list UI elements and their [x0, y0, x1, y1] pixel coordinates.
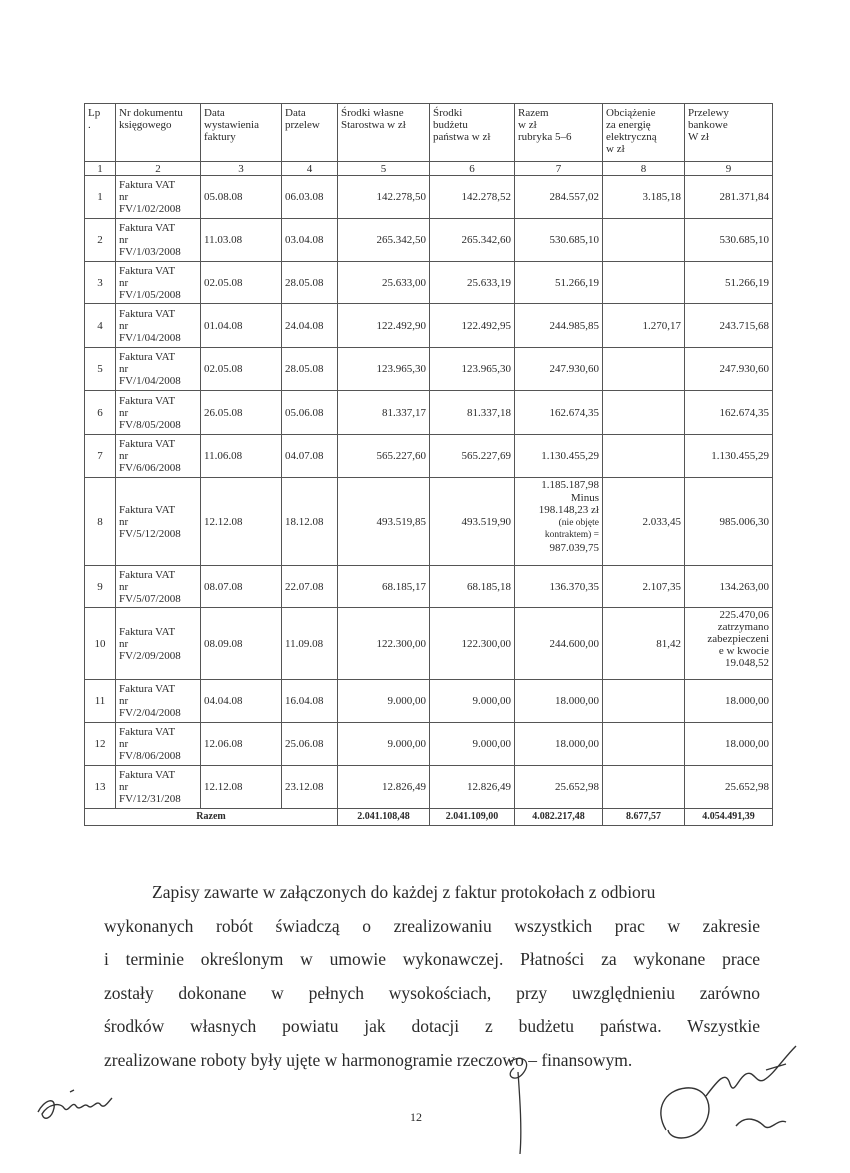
cell-state-funds: 81.337,18	[430, 391, 515, 435]
cell-lp: 11	[85, 680, 116, 723]
cell-transfer-date: 22.07.08	[282, 566, 338, 608]
cell-doc: Faktura VAT nr FV/2/09/2008	[116, 608, 201, 680]
col-number: 5	[338, 162, 430, 176]
cell-invoice-date: 05.08.08	[201, 176, 282, 219]
cell-lp: 9	[85, 566, 116, 608]
col-number: 7	[515, 162, 603, 176]
cell-transfers: 281.371,84	[685, 176, 773, 219]
cell-lp: 3	[85, 262, 116, 304]
cell-lp: 7	[85, 435, 116, 478]
cell-transfer-date: 16.04.08	[282, 680, 338, 723]
cell-doc: Faktura VAT nr FV/1/04/2008	[116, 304, 201, 348]
cell-own-funds: 123.965,30	[338, 348, 430, 391]
table-row	[85, 435, 773, 478]
cell-total: 247.930,60	[515, 348, 603, 391]
cell-energy: 3.185,18	[603, 176, 685, 219]
table-row	[85, 566, 773, 608]
cell-transfers: 162.674,35	[685, 391, 773, 435]
col-header-invoice-date: Data wystawienia faktury	[201, 104, 282, 162]
totals-row	[85, 809, 773, 826]
cell-energy	[603, 219, 685, 262]
cell-state-funds: 9.000,00	[430, 723, 515, 766]
cell-total: 136.370,35	[515, 566, 603, 608]
col-header-total: Razem w zł rubryka 5–6	[515, 104, 603, 162]
table-row	[85, 723, 773, 766]
cell-state-funds: 142.278,52	[430, 176, 515, 219]
cell-energy	[603, 723, 685, 766]
cell-energy: 1.270,17	[603, 304, 685, 348]
cell-state-funds: 265.342,60	[430, 219, 515, 262]
cell-transfers: 243.715,68	[685, 304, 773, 348]
paragraph-line: i terminie określonym w umowie wykonawczej. Płatności za wykonane prace	[104, 949, 760, 969]
cell-total: 51.266,19	[515, 262, 603, 304]
cell-invoice-date: 12.12.08	[201, 766, 282, 809]
cell-lp: 12	[85, 723, 116, 766]
total-note-line1: 1.185.187,98 Minus 198.148,23 zł	[538, 479, 599, 516]
cell-energy	[603, 391, 685, 435]
cell-doc: Faktura VAT nr FV/1/03/2008	[116, 219, 201, 262]
cell-invoice-date: 04.04.08	[201, 680, 282, 723]
col-header-doc: Nr dokumentu księgowego	[116, 104, 201, 162]
cell-lp: 2	[85, 219, 116, 262]
cell-lp: 6	[85, 391, 116, 435]
total-state-funds: 2.041.109,00	[430, 809, 515, 826]
table-body-a	[85, 176, 773, 478]
cell-transfers: 985.006,30	[685, 478, 773, 566]
col-header-state-funds: Środki budżetu państwa w zł	[430, 104, 515, 162]
cell-transfers: 25.652,98	[685, 766, 773, 809]
table-row	[85, 608, 773, 680]
cell-energy	[603, 262, 685, 304]
cell-transfers: 247.930,60	[685, 348, 773, 391]
cell-transfer-date: 11.09.08	[282, 608, 338, 680]
cell-state-funds: 493.519,90	[430, 478, 515, 566]
cell-total: 244.985,85	[515, 304, 603, 348]
cell-energy: 2.033,45	[603, 478, 685, 566]
col-number: 9	[685, 162, 773, 176]
cell-doc: Faktura VAT nr FV/12/31/208	[116, 766, 201, 809]
cell-state-funds: 565.227,69	[430, 435, 515, 478]
table-row	[85, 391, 773, 435]
paragraph-line: zrealizowane roboty były ujęte w harmonogramie rzeczowo – finansowym.	[104, 1049, 633, 1070]
cell-invoice-date: 08.07.08	[201, 566, 282, 608]
cell-state-funds: 123.965,30	[430, 348, 515, 391]
col-number: 3	[201, 162, 282, 176]
cell-doc: Faktura VAT nr FV/1/05/2008	[116, 262, 201, 304]
cell-energy	[603, 766, 685, 809]
cell-doc: Faktura VAT nr FV/1/02/2008	[116, 176, 201, 219]
cell-transfer-date: 06.03.08	[282, 176, 338, 219]
cell-own-funds: 9.000,00	[338, 723, 430, 766]
cell-total: 1.130.455,29	[515, 435, 603, 478]
cell-transfers: 530.685,10	[685, 219, 773, 262]
col-number: 6	[430, 162, 515, 176]
signature-right	[646, 1040, 836, 1155]
cell-own-funds: 122.492,90	[338, 304, 430, 348]
totals-label: Razem	[85, 809, 338, 826]
col-header-transfers: Przelewy bankowe W zł	[685, 104, 773, 162]
cell-doc: Faktura VAT nr FV/1/04/2008	[116, 348, 201, 391]
cell-lp: 10	[85, 608, 116, 680]
cell-transfers: 18.000,00	[685, 723, 773, 766]
cell-doc: Faktura VAT nr FV/8/05/2008	[116, 391, 201, 435]
col-number: 2	[116, 162, 201, 176]
total-note-line3: 987.039,75	[549, 541, 599, 554]
cell-invoice-date: 02.05.08	[201, 262, 282, 304]
cell-transfer-date: 28.05.08	[282, 262, 338, 304]
cell-doc: Faktura VAT nr FV/6/06/2008	[116, 435, 201, 478]
cell-invoice-date: 11.06.08	[201, 435, 282, 478]
table-row	[85, 304, 773, 348]
cell-state-funds: 68.185,18	[430, 566, 515, 608]
cell-own-funds: 265.342,50	[338, 219, 430, 262]
total-note-line2: (nie objęte kontraktem) =	[544, 517, 599, 540]
cell-state-funds: 122.300,00	[430, 608, 515, 680]
cell-lp: 4	[85, 304, 116, 348]
cell-total: 18.000,00	[515, 680, 603, 723]
cell-transfers: 51.266,19	[685, 262, 773, 304]
cell-transfer-date: 18.12.08	[282, 478, 338, 566]
total-sum: 4.082.217,48	[515, 809, 603, 826]
cell-own-funds: 122.300,00	[338, 608, 430, 680]
cell-doc: Faktura VAT nr FV/8/06/2008	[116, 723, 201, 766]
cell-total: 162.674,35	[515, 391, 603, 435]
table-row	[85, 766, 773, 809]
cell-transfer-date: 04.07.08	[282, 435, 338, 478]
table-row	[85, 262, 773, 304]
column-number-row	[85, 162, 773, 176]
cell-transfer-date: 03.04.08	[282, 219, 338, 262]
cell-invoice-date: 12.12.08	[201, 478, 282, 566]
cell-own-funds: 68.185,17	[338, 566, 430, 608]
cell-energy: 2.107,35	[603, 566, 685, 608]
cell-energy	[603, 435, 685, 478]
cell-lp: 5	[85, 348, 116, 391]
cell-doc: Faktura VAT nr FV/5/12/2008	[116, 478, 201, 566]
cell-lp: 13	[85, 766, 116, 809]
col-number: 1	[85, 162, 116, 176]
cell-transfers-note: 225.470,06 zatrzymano zabezpieczeni e w kwocie 19.048,52	[685, 608, 773, 680]
cell-transfers: 18.000,00	[685, 680, 773, 723]
col-header-lp: Lp .	[85, 104, 116, 162]
cell-total: 244.600,00	[515, 608, 603, 680]
cell-transfers: 1.130.455,29	[685, 435, 773, 478]
cell-transfer-date: 23.12.08	[282, 766, 338, 809]
paragraph-line: Zapisy zawarte w załączonych do każdej z faktur protokołach z odbioru	[152, 882, 656, 902]
cell-own-funds: 493.519,85	[338, 478, 430, 566]
cell-invoice-date: 02.05.08	[201, 348, 282, 391]
cell-invoice-date: 26.05.08	[201, 391, 282, 435]
cell-transfer-date: 24.04.08	[282, 304, 338, 348]
cell-total-note	[515, 478, 603, 566]
cell-own-funds: 142.278,50	[338, 176, 430, 219]
total-energy: 8.677,57	[603, 809, 685, 826]
cell-state-funds: 12.826,49	[430, 766, 515, 809]
cell-state-funds: 122.492,95	[430, 304, 515, 348]
table-row	[85, 680, 773, 723]
cell-lp: 1	[85, 176, 116, 219]
cell-own-funds: 25.633,00	[338, 262, 430, 304]
cell-transfer-date: 25.06.08	[282, 723, 338, 766]
cell-state-funds: 9.000,00	[430, 680, 515, 723]
cell-doc: Faktura VAT nr FV/5/07/2008	[116, 566, 201, 608]
cell-doc: Faktura VAT nr FV/2/04/2008	[116, 680, 201, 723]
cell-total: 530.685,10	[515, 219, 603, 262]
cell-transfers: 134.263,00	[685, 566, 773, 608]
cell-total: 284.557,02	[515, 176, 603, 219]
cell-invoice-date: 11.03.08	[201, 219, 282, 262]
table-row	[85, 176, 773, 219]
table-row	[85, 478, 773, 566]
page-number: 12	[410, 1110, 422, 1124]
cell-energy	[603, 680, 685, 723]
paragraph-line: wykonanych robót świadczą o zrealizowaniu wszystkich prac w zakresie	[104, 915, 760, 936]
cell-lp: 8	[85, 478, 116, 566]
cell-own-funds: 565.227,60	[338, 435, 430, 478]
col-header-own-funds: Środki własne Starostwa w zł	[338, 104, 430, 162]
paragraph-line: zostały dokonane w pełnych wysokościach, przy uwzględnieniu zarówno	[104, 982, 760, 1003]
cell-own-funds: 9.000,00	[338, 680, 430, 723]
table-row	[85, 348, 773, 391]
cell-state-funds: 25.633,19	[430, 262, 515, 304]
signature-center	[480, 1050, 570, 1160]
col-number: 8	[603, 162, 685, 176]
cell-transfer-date: 28.05.08	[282, 348, 338, 391]
total-transfers: 4.054.491,39	[685, 809, 773, 826]
cell-invoice-date: 01.04.08	[201, 304, 282, 348]
cell-own-funds: 12.826,49	[338, 766, 430, 809]
signature-left	[30, 1082, 130, 1130]
payments-table	[84, 103, 773, 826]
cell-energy	[603, 348, 685, 391]
header-row	[85, 104, 773, 162]
cell-energy: 81,42	[603, 608, 685, 680]
cell-total: 18.000,00	[515, 723, 603, 766]
cell-own-funds: 81.337,17	[338, 391, 430, 435]
col-number: 4	[282, 162, 338, 176]
cell-invoice-date: 08.09.08	[201, 608, 282, 680]
table-row	[85, 219, 773, 262]
col-header-energy: Obciążenie za energię elektryczną w zł	[603, 104, 685, 162]
paragraph-line: środków własnych powiatu jak dotacji z budżetu państwa. Wszystkie	[104, 1016, 760, 1036]
cell-total: 25.652,98	[515, 766, 603, 809]
table-body-b	[85, 680, 773, 809]
total-own-funds: 2.041.108,48	[338, 809, 430, 826]
cell-invoice-date: 12.06.08	[201, 723, 282, 766]
col-header-transfer-date: Data przelew	[282, 104, 338, 162]
cell-transfer-date: 05.06.08	[282, 391, 338, 435]
